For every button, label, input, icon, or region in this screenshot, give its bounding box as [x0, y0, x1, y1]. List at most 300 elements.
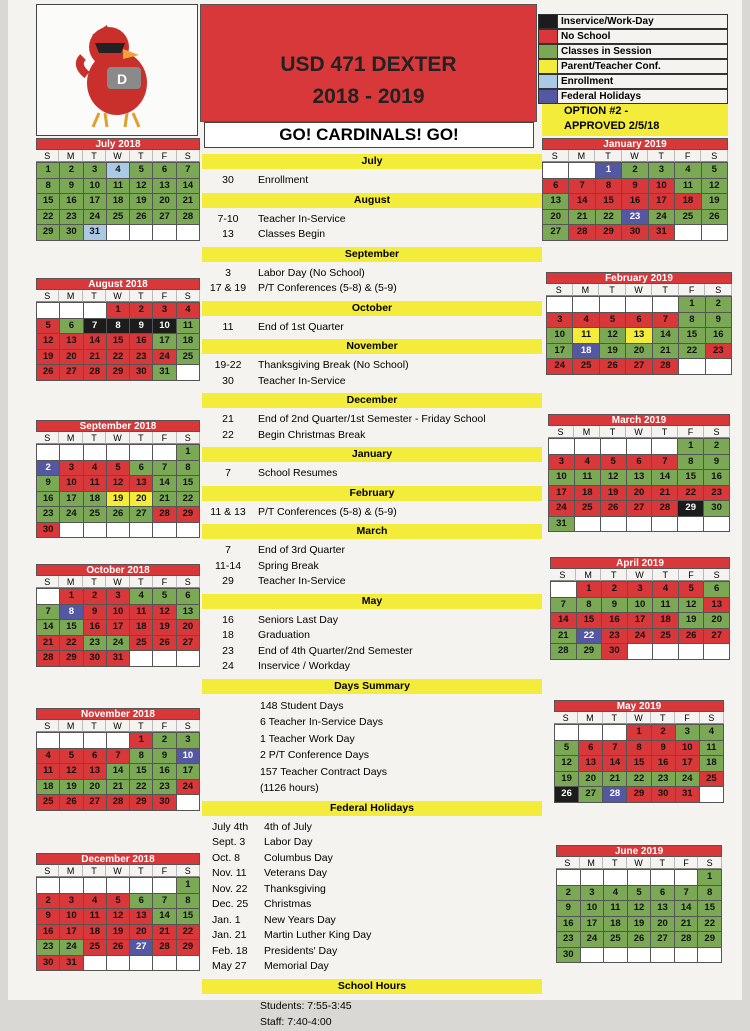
day-cell	[60, 878, 82, 893]
weekday-letter: W	[106, 150, 129, 162]
day-cell	[604, 870, 627, 885]
day-cell: 15	[177, 476, 199, 491]
event-row	[202, 543, 542, 559]
day-cell: 13	[579, 756, 602, 771]
weekday-letter: F	[153, 865, 176, 877]
day-cell	[698, 948, 721, 963]
day-cell: 1	[577, 582, 602, 597]
weekday-letter: F	[675, 712, 699, 724]
weekday-letter: T	[83, 576, 106, 588]
day-cell: 24	[649, 210, 674, 225]
day-cell: 3	[107, 589, 129, 604]
day-cell	[601, 439, 626, 454]
day-cell	[547, 297, 572, 312]
day-cell	[130, 878, 152, 893]
day-cell: 2	[130, 303, 152, 318]
holiday-date: Sept. 3	[212, 836, 246, 848]
day-cell: 9	[602, 598, 627, 613]
day-cell: 7	[652, 455, 677, 470]
legend-label: Classes in Session	[558, 44, 728, 59]
day-grid	[36, 302, 200, 381]
day-cell	[84, 956, 106, 971]
day-cell: 30	[37, 956, 59, 971]
day-cell: 25	[575, 501, 600, 516]
event-row	[202, 412, 542, 428]
day-cell	[627, 439, 652, 454]
day-cell: 12	[600, 328, 625, 343]
day-cell	[107, 445, 129, 460]
weekday-letter: W	[106, 576, 129, 588]
day-cell: 30	[37, 523, 59, 538]
weekday-letter: T	[130, 432, 153, 444]
event-description: Classes Begin	[258, 228, 326, 240]
legend-swatch	[538, 74, 558, 89]
weekday-letter: S	[698, 857, 722, 869]
day-grid	[36, 732, 200, 811]
month-name: August 2018	[36, 278, 200, 290]
holiday-row	[202, 820, 542, 836]
day-cell	[626, 297, 651, 312]
day-cell: 22	[107, 350, 129, 365]
days-summary-item: (1126 hours)	[260, 782, 319, 794]
day-cell: 13	[130, 476, 152, 491]
day-cell: 27	[626, 359, 651, 374]
day-cell: 18	[84, 492, 106, 507]
day-cell: 5	[37, 319, 59, 334]
weekday-row	[36, 150, 200, 162]
holiday-name: Presidents' Day	[264, 944, 338, 957]
weekday-letter: T	[83, 432, 106, 444]
weekday-letter: W	[627, 569, 653, 581]
holiday-name: 4th of July	[264, 820, 312, 833]
day-cell: 10	[581, 901, 604, 916]
day-cell	[107, 523, 129, 538]
day-cell: 20	[626, 344, 651, 359]
weekday-letter: S	[177, 720, 200, 732]
day-cell: 12	[702, 179, 727, 194]
day-cell: 7	[603, 741, 626, 756]
day-cell: 11	[573, 328, 598, 343]
holiday-name: Martin Luther King Day	[264, 929, 372, 941]
weekday-letter: S	[704, 426, 730, 438]
day-cell: 29	[577, 644, 602, 659]
day-cell: 4	[700, 725, 723, 740]
event-description: Graduation	[258, 629, 310, 641]
day-cell: 24	[60, 940, 82, 955]
day-cell: 21	[569, 210, 594, 225]
day-cell: 19	[600, 344, 625, 359]
day-cell	[700, 787, 723, 802]
day-cell: 23	[37, 940, 59, 955]
day-cell: 27	[651, 932, 674, 947]
day-cell: 24	[107, 636, 129, 651]
day-cell	[37, 303, 59, 318]
weekday-row	[36, 290, 200, 302]
month-calendar	[554, 700, 724, 803]
event-row	[202, 266, 542, 282]
day-cell: 23	[557, 932, 580, 947]
day-cell: 6	[627, 455, 652, 470]
holiday-name: Memorial Day	[264, 960, 329, 972]
day-grid	[556, 869, 722, 963]
day-cell: 5	[153, 589, 175, 604]
day-cell: 8	[130, 749, 152, 764]
day-cell: 13	[153, 179, 175, 194]
event-row	[202, 466, 542, 482]
holiday-row	[202, 851, 542, 867]
day-cell	[177, 225, 199, 240]
weekday-letter: T	[653, 569, 679, 581]
day-grid	[548, 438, 730, 532]
days-summary-item: 6 Teacher In-Service Days	[260, 716, 383, 728]
month-name: December 2018	[36, 853, 200, 865]
day-cell: 12	[679, 598, 704, 613]
weekday-letter: T	[595, 150, 622, 162]
day-cell: 7	[37, 605, 59, 620]
event-date: 22	[222, 428, 234, 441]
day-cell: 30	[704, 501, 729, 516]
event-date: 7	[225, 467, 231, 479]
day-cell: 12	[555, 756, 578, 771]
day-cell: 13	[704, 598, 729, 613]
month-name: February 2019	[546, 272, 732, 284]
day-cell: 5	[107, 894, 129, 909]
holiday-name: Labor Day	[264, 836, 313, 848]
day-cell: 18	[130, 620, 152, 635]
month-calendar	[36, 138, 200, 241]
day-cell: 18	[653, 613, 678, 628]
day-cell: 3	[60, 894, 82, 909]
holiday-name: Christmas	[264, 898, 312, 910]
weekday-letter: M	[576, 569, 602, 581]
weekday-letter: W	[627, 857, 651, 869]
day-cell: 25	[84, 507, 106, 522]
day-cell: 21	[177, 194, 199, 209]
event-date: 24	[222, 660, 234, 672]
days-summary-item: 157 Teacher Contract Days	[260, 765, 388, 778]
day-cell: 18	[700, 756, 723, 771]
day-cell: 26	[600, 359, 625, 374]
day-cell: 24	[84, 210, 106, 225]
day-cell	[575, 439, 600, 454]
day-cell: 21	[652, 486, 677, 501]
event-month-header: July	[202, 154, 542, 169]
event-description: P/T Conferences (5-8) & (5-9)	[258, 282, 397, 294]
day-cell: 11	[130, 605, 152, 620]
day-grid	[554, 724, 724, 803]
day-cell: 19	[107, 492, 129, 507]
day-cell	[107, 733, 129, 748]
day-cell: 20	[153, 194, 175, 209]
day-cell: 20	[60, 350, 82, 365]
day-cell	[679, 359, 704, 374]
day-cell: 16	[130, 334, 152, 349]
day-cell: 25	[130, 636, 152, 651]
event-row	[202, 428, 542, 444]
day-cell: 17	[153, 334, 175, 349]
holiday-date: Nov. 22	[212, 882, 248, 895]
day-cell: 10	[107, 605, 129, 620]
day-cell: 4	[575, 455, 600, 470]
day-cell: 24	[581, 932, 604, 947]
day-cell: 20	[627, 486, 652, 501]
day-cell	[678, 517, 703, 532]
event-description: Labor Day (No School)	[258, 266, 365, 279]
legend-swatch	[538, 14, 558, 29]
day-cell	[130, 445, 152, 460]
day-cell: 28	[37, 651, 59, 666]
legend-label: Enrollment	[558, 74, 728, 89]
day-cell	[153, 651, 175, 666]
day-cell: 12	[601, 470, 626, 485]
day-cell: 16	[652, 756, 675, 771]
day-cell: 28	[107, 795, 129, 810]
day-cell: 22	[130, 780, 152, 795]
day-cell: 26	[37, 365, 59, 380]
legend-swatch	[538, 44, 558, 59]
day-cell	[627, 517, 652, 532]
day-cell	[652, 439, 677, 454]
day-cell: 6	[130, 461, 152, 476]
day-cell: 20	[130, 925, 152, 940]
weekday-letter: T	[601, 569, 627, 581]
event-row	[202, 644, 542, 660]
day-cell: 3	[649, 163, 674, 178]
day-cell: 5	[555, 741, 578, 756]
weekday-letter: W	[627, 712, 651, 724]
day-cell	[675, 948, 698, 963]
weekday-letter: F	[678, 426, 704, 438]
day-cell: 14	[551, 613, 576, 628]
day-cell: 22	[678, 486, 703, 501]
day-cell: 1	[679, 297, 704, 312]
day-cell	[153, 225, 175, 240]
day-cell: 1	[177, 445, 199, 460]
day-cell: 15	[627, 756, 650, 771]
weekday-letter: M	[59, 290, 82, 302]
weekday-letter: M	[59, 576, 82, 588]
day-cell	[706, 359, 731, 374]
weekday-letter: F	[153, 290, 176, 302]
day-cell: 1	[177, 878, 199, 893]
day-cell	[177, 795, 199, 810]
day-cell: 26	[679, 629, 704, 644]
day-cell: 14	[653, 328, 678, 343]
event-description: Spring Break	[258, 559, 319, 572]
day-cell: 28	[653, 359, 678, 374]
day-cell: 6	[177, 589, 199, 604]
federal-holidays-header: Federal Holidays	[202, 801, 542, 816]
month-calendar	[36, 420, 200, 538]
day-cell: 10	[153, 319, 175, 334]
day-cell: 11	[675, 179, 700, 194]
day-cell: 4	[130, 589, 152, 604]
day-cell: 1	[596, 163, 621, 178]
day-cell: 16	[706, 328, 731, 343]
day-cell: 27	[627, 501, 652, 516]
holiday-row	[202, 882, 542, 898]
day-cell	[153, 523, 175, 538]
day-cell	[107, 956, 129, 971]
day-cell: 27	[130, 507, 152, 522]
day-cell: 31	[676, 787, 699, 802]
day-cell	[153, 956, 175, 971]
day-cell: 9	[704, 455, 729, 470]
day-cell: 22	[177, 925, 199, 940]
day-cell: 2	[602, 582, 627, 597]
day-cell: 27	[704, 629, 729, 644]
day-cell: 9	[84, 605, 106, 620]
cardinal-mascot-icon	[37, 5, 197, 135]
day-cell: 2	[557, 886, 580, 901]
event-date: 30	[222, 174, 234, 186]
event-date: 13	[222, 228, 234, 240]
day-cell	[601, 517, 626, 532]
day-cell: 10	[60, 476, 82, 491]
day-cell: 22	[679, 344, 704, 359]
month-calendar	[36, 564, 200, 667]
day-cell	[130, 651, 152, 666]
event-description: Enrollment	[258, 174, 309, 186]
day-cell: 18	[84, 925, 106, 940]
event-date: 11 & 13	[210, 505, 246, 518]
day-cell: 19	[107, 925, 129, 940]
day-cell: 18	[177, 334, 199, 349]
day-cell: 18	[675, 194, 700, 209]
day-cell: 29	[177, 940, 199, 955]
day-cell: 14	[177, 179, 199, 194]
day-cell: 30	[652, 787, 675, 802]
event-month-header: January	[202, 447, 542, 462]
day-cell: 7	[177, 163, 199, 178]
day-cell: 23	[622, 210, 647, 225]
day-cell: 21	[675, 917, 698, 932]
day-cell: 7	[675, 886, 698, 901]
day-cell: 25	[573, 359, 598, 374]
event-description: Thanksgiving Break (No School)	[258, 359, 409, 371]
day-cell	[37, 733, 59, 748]
day-cell: 16	[84, 620, 106, 635]
day-cell: 21	[551, 629, 576, 644]
day-cell: 12	[37, 334, 59, 349]
day-cell: 3	[84, 163, 106, 178]
weekday-row	[36, 576, 200, 588]
day-cell: 24	[177, 780, 199, 795]
day-cell: 31	[649, 225, 674, 240]
day-cell: 13	[177, 605, 199, 620]
month-name: March 2019	[548, 414, 730, 426]
day-cell: 12	[153, 605, 175, 620]
legend-label: Federal Holidays	[558, 89, 728, 104]
day-cell: 1	[107, 303, 129, 318]
day-cell: 28	[551, 644, 576, 659]
event-date: 30	[222, 374, 234, 387]
month-calendar	[36, 278, 200, 381]
day-cell: 2	[153, 733, 175, 748]
weekday-letter: W	[622, 150, 649, 162]
weekday-row	[546, 284, 732, 296]
day-cell	[579, 725, 602, 740]
day-cell: 22	[698, 917, 721, 932]
school-hours-item: Staff: 7:40-4:00	[260, 1016, 332, 1028]
month-name: April 2019	[550, 557, 730, 569]
day-cell: 15	[130, 764, 152, 779]
month-calendar	[542, 138, 728, 241]
day-cell: 4	[653, 582, 678, 597]
holiday-row	[202, 913, 542, 929]
day-cell: 4	[37, 749, 59, 764]
weekday-row	[554, 712, 724, 724]
weekday-letter: T	[130, 720, 153, 732]
event-month-header: November	[202, 339, 542, 354]
day-cell: 16	[37, 492, 59, 507]
day-cell	[557, 870, 580, 885]
day-cell: 24	[549, 501, 574, 516]
day-cell: 9	[60, 179, 82, 194]
day-cell: 17	[649, 194, 674, 209]
day-cell: 26	[601, 501, 626, 516]
day-cell: 26	[628, 932, 651, 947]
days-summary-item: 2 P/T Conference Days	[260, 749, 369, 761]
day-cell: 24	[60, 507, 82, 522]
event-date: 18	[222, 629, 234, 641]
day-cell: 17	[177, 764, 199, 779]
event-row	[202, 227, 542, 243]
day-cell: 28	[153, 507, 175, 522]
day-cell: 25	[84, 940, 106, 955]
day-cell: 25	[107, 210, 129, 225]
weekday-letter: T	[651, 857, 675, 869]
event-description: P/T Conferences (5-8) & (5-9)	[258, 505, 397, 518]
days-summary-item: 148 Student Days	[260, 699, 344, 712]
day-cell: 26	[153, 636, 175, 651]
day-cell: 22	[177, 492, 199, 507]
day-cell: 6	[84, 749, 106, 764]
legend-label: Parent/Teacher Conf.	[558, 59, 728, 74]
weekday-letter: T	[130, 576, 153, 588]
day-cell	[704, 517, 729, 532]
day-cell: 2	[652, 725, 675, 740]
day-cell	[581, 870, 604, 885]
day-cell: 2	[37, 894, 59, 909]
day-cell: 29	[130, 795, 152, 810]
day-cell: 5	[679, 582, 704, 597]
day-cell: 26	[555, 787, 578, 802]
weekday-letter: S	[546, 284, 573, 296]
day-cell: 9	[37, 909, 59, 924]
day-cell: 6	[651, 886, 674, 901]
month-name: September 2018	[36, 420, 200, 432]
day-cell	[604, 948, 627, 963]
weekday-letter: W	[106, 432, 129, 444]
day-cell: 9	[706, 313, 731, 328]
day-cell: 16	[153, 764, 175, 779]
slogan: GO! CARDINALS! GO!	[204, 122, 534, 148]
day-cell: 6	[626, 313, 651, 328]
day-cell	[704, 644, 729, 659]
day-cell: 20	[704, 613, 729, 628]
month-calendar	[36, 853, 200, 971]
day-cell: 13	[60, 334, 82, 349]
event-row	[202, 374, 542, 390]
day-cell: 11	[37, 764, 59, 779]
day-cell: 28	[84, 365, 106, 380]
weekday-letter: W	[106, 290, 129, 302]
day-cell: 2	[60, 163, 82, 178]
day-cell	[679, 644, 704, 659]
day-cell: 2	[622, 163, 647, 178]
day-cell: 31	[549, 517, 574, 532]
